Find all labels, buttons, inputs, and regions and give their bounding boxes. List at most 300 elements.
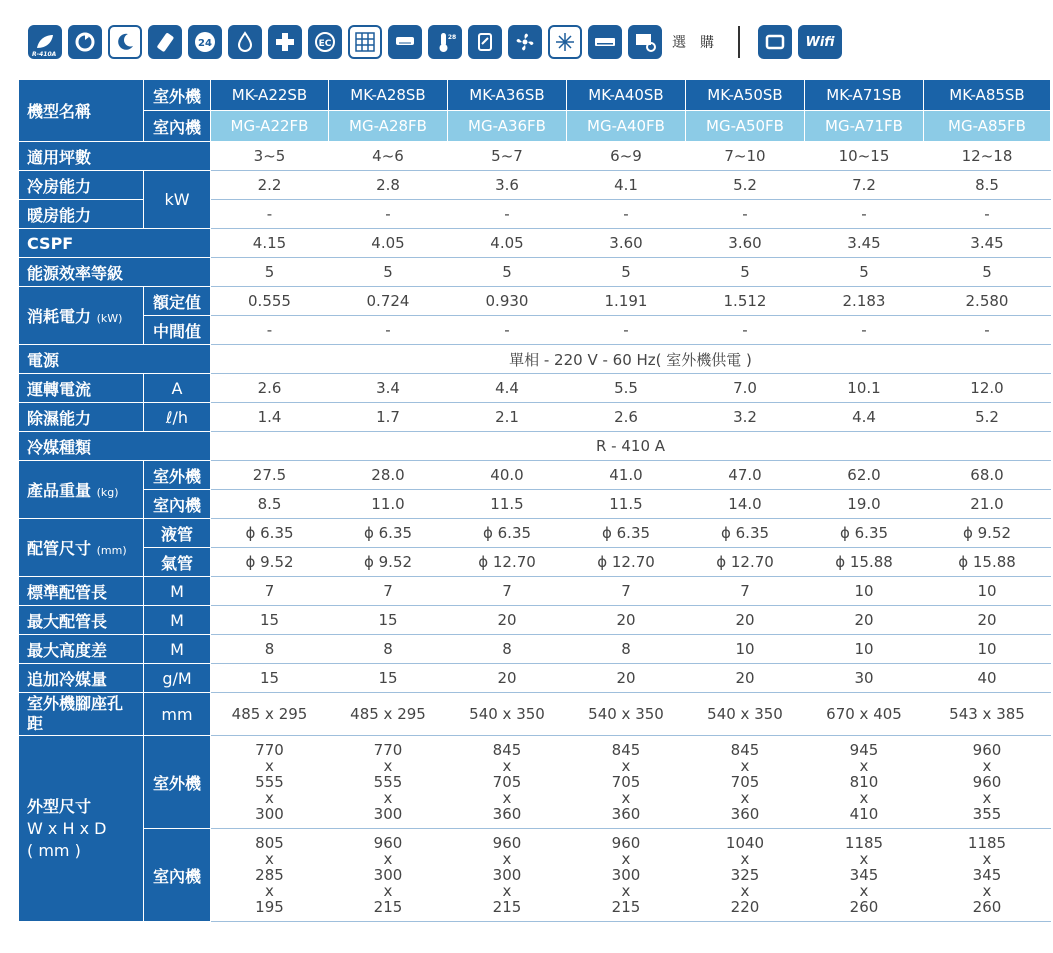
efficiency-value: 5 (805, 258, 924, 287)
weight-indoor-value: 11.5 (567, 490, 686, 519)
max-pipe-label: 最大配管長 (19, 606, 144, 635)
row-indoor-model (19, 111, 1051, 142)
indoor-model: MG-A40FB (567, 111, 686, 142)
dim-x: x (740, 850, 750, 868)
max-pipe-unit: M (144, 606, 211, 635)
row-outdoor-model (19, 80, 1051, 111)
outdoor-model: MK-A22SB (211, 80, 329, 111)
row-refrigerant (19, 432, 1051, 461)
row-weight-outdoor (19, 461, 1051, 490)
indoor-model: MG-A71FB (805, 111, 924, 142)
heating-value: - (329, 200, 448, 229)
rated-power-value: 0.724 (329, 287, 448, 316)
svg-text:EC: EC (318, 39, 332, 49)
max-pipe-value: 20 (805, 606, 924, 635)
row-pipe-liquid (19, 519, 1051, 548)
area-value: 10~15 (805, 142, 924, 171)
gas-pipe-label: 氣管 (144, 548, 211, 577)
dim-width: 960 (373, 834, 403, 852)
dim-height: 555 (255, 773, 284, 791)
dim-depth: 215 (492, 898, 522, 916)
svg-text:28: 28 (447, 34, 457, 41)
indoor-model: MG-A85FB (924, 111, 1051, 142)
heating-value: - (686, 200, 805, 229)
dim-x: x (859, 882, 869, 900)
dim-width: 960 (972, 741, 1002, 759)
dim-outdoor-cell (805, 736, 924, 829)
weight-outdoor-value: 68.0 (924, 461, 1051, 490)
dim-depth: 355 (972, 805, 1002, 823)
indoor-model: MG-A50FB (686, 111, 805, 142)
add-refrigerant-value: 20 (567, 664, 686, 693)
temperature-setting-icon (428, 25, 462, 59)
indoor-model: MG-A28FB (329, 111, 448, 142)
dim-width: 1185 (967, 834, 1007, 852)
wired-controller-icon (758, 25, 792, 59)
current-value: 7.0 (686, 374, 805, 403)
liquid-pipe-label: 液管 (144, 519, 211, 548)
std-pipe-value: 10 (924, 577, 1051, 606)
optional-purchase-label: 選購 (672, 35, 728, 51)
dim-width: 1185 (844, 834, 884, 852)
mid-power-value: - (211, 316, 329, 345)
cspf-value: 3.60 (567, 229, 686, 258)
weight-indoor-value: 14.0 (686, 490, 805, 519)
mount-value: 540 x 350 (448, 693, 567, 736)
gas-pipe-value: ϕ 12.70 (448, 548, 567, 577)
outdoor-model: MK-A85SB (924, 80, 1051, 111)
outdoor-label: 室外機 (144, 80, 211, 111)
outdoor-model: MK-A36SB (448, 80, 567, 111)
std-pipe-value: 7 (211, 577, 329, 606)
dim-x: x (740, 882, 750, 900)
dim-height: 705 (492, 773, 522, 791)
dimensions-label-line3: ( mm ) (27, 840, 81, 860)
cspf-value: 4.05 (448, 229, 567, 258)
filter-cross-icon (268, 25, 302, 59)
timer-24h-icon (188, 25, 222, 59)
dim-x: x (265, 850, 274, 868)
liquid-pipe-value: ϕ 6.35 (329, 519, 448, 548)
max-pipe-value: 20 (567, 606, 686, 635)
dehumid-value: 5.2 (924, 403, 1051, 432)
dehumid-unit: ℓ/h (144, 403, 211, 432)
indoor-model: MG-A22FB (211, 111, 329, 142)
cooling-value: 2.8 (329, 171, 448, 200)
current-unit: A (144, 374, 211, 403)
mid-power-value: - (448, 316, 567, 345)
refrigerant-value: R - 410 A (211, 432, 1051, 461)
dim-x: x (265, 882, 274, 900)
self-clean-icon (468, 25, 502, 59)
dim-width: 805 (255, 834, 284, 852)
weight-outdoor-value: 40.0 (448, 461, 567, 490)
current-value: 4.4 (448, 374, 567, 403)
mid-power-value: - (329, 316, 448, 345)
std-pipe-value: 7 (448, 577, 567, 606)
max-height-value: 8 (448, 635, 567, 664)
cspf-value: 3.60 (686, 229, 805, 258)
gas-pipe-value: ϕ 9.52 (329, 548, 448, 577)
mount-unit: mm (144, 693, 211, 736)
max-pipe-value: 15 (329, 606, 448, 635)
dim-depth: 360 (492, 805, 522, 823)
std-pipe-value: 10 (805, 577, 924, 606)
dim-indoor-cell (924, 829, 1051, 922)
divider (738, 26, 740, 58)
dim-height: 960 (972, 773, 1002, 791)
row-weight-indoor (19, 490, 1051, 519)
weight-indoor-value: 11.5 (448, 490, 567, 519)
row-cspf (19, 229, 1051, 258)
efficiency-label: 能源效率等級 (19, 258, 211, 287)
max-height-value: 10 (924, 635, 1051, 664)
dim-width: 845 (730, 741, 760, 759)
std-pipe-value: 7 (329, 577, 448, 606)
area-value: 6~9 (567, 142, 686, 171)
cspf-value: 3.45 (924, 229, 1051, 258)
row-add-refrigerant (19, 664, 1051, 693)
rated-power-value: 2.183 (805, 287, 924, 316)
area-value: 4~6 (329, 142, 448, 171)
dim-height: 300 (373, 866, 403, 884)
efficiency-value: 5 (686, 258, 805, 287)
row-current (19, 374, 1051, 403)
dim-x: x (740, 789, 750, 807)
remote-control-icon (148, 25, 182, 59)
efficiency-value: 5 (329, 258, 448, 287)
weight-outdoor-value: 27.5 (211, 461, 329, 490)
dim-outdoor-cell (211, 736, 329, 829)
area-label: 適用坪數 (19, 142, 211, 171)
dim-depth: 360 (730, 805, 760, 823)
liquid-pipe-value: ϕ 9.52 (924, 519, 1051, 548)
power-label (19, 287, 144, 345)
dim-indoor-cell (329, 829, 448, 922)
dim-depth: 260 (972, 898, 1002, 916)
dim-height: 285 (255, 866, 284, 884)
dim-indoor-cell (805, 829, 924, 922)
supply-value: 單相 - 220 V - 60 Hz( 室外機供電 ) (211, 345, 1051, 374)
row-dim-indoor (19, 829, 1051, 922)
mid-power-value: - (686, 316, 805, 345)
light-sparkle-icon (548, 25, 582, 59)
model-name-label: 機型名稱 (19, 80, 144, 142)
dimensions-label (19, 736, 144, 922)
dim-x: x (383, 850, 393, 868)
dim-x: x (859, 850, 869, 868)
dim-indoor-cell (686, 829, 805, 922)
rated-power-value: 2.580 (924, 287, 1051, 316)
dim-x: x (383, 757, 393, 775)
current-value: 2.6 (211, 374, 329, 403)
weight-label (19, 461, 144, 519)
max-pipe-value: 15 (211, 606, 329, 635)
current-value: 3.4 (329, 374, 448, 403)
mount-value: 540 x 350 (686, 693, 805, 736)
dim-depth: 215 (611, 898, 641, 916)
weight-indoor-value: 21.0 (924, 490, 1051, 519)
cspf-value: 4.05 (329, 229, 448, 258)
heating-value: - (448, 200, 567, 229)
weight-unit: (kg) (96, 486, 119, 499)
dim-height: 705 (730, 773, 760, 791)
dim-height: 345 (849, 866, 879, 884)
cooling-value: 5.2 (686, 171, 805, 200)
liquid-pipe-value: ϕ 6.35 (211, 519, 329, 548)
mount-label: 室外機腳座孔距 (19, 693, 144, 736)
row-efficiency (19, 258, 1051, 287)
dehumid-label: 除濕能力 (19, 403, 144, 432)
add-refrigerant-value: 30 (805, 664, 924, 693)
max-height-value: 10 (805, 635, 924, 664)
mid-label: 中間值 (144, 316, 211, 345)
dim-height: 300 (611, 866, 641, 884)
indoor-model: MG-A36FB (448, 111, 567, 142)
cspf-label: CSPF (19, 229, 211, 258)
pipe-label-text: 配管尺寸 (27, 539, 92, 558)
weight-indoor-value: 11.0 (329, 490, 448, 519)
efficiency-value: 5 (448, 258, 567, 287)
max-height-value: 10 (686, 635, 805, 664)
mid-power-value: - (805, 316, 924, 345)
heating-value: - (211, 200, 329, 229)
dim-x: x (502, 882, 512, 900)
dim-width: 960 (492, 834, 522, 852)
dim-x: x (621, 882, 631, 900)
cooling-value: 2.2 (211, 171, 329, 200)
smart-display-icon (628, 25, 662, 59)
dim-x: x (265, 757, 274, 775)
dim-x: x (982, 850, 992, 868)
max-height-unit: M (144, 635, 211, 664)
weight-outdoor-value: 28.0 (329, 461, 448, 490)
add-refrigerant-label: 追加冷媒量 (19, 664, 144, 693)
dim-x: x (982, 882, 992, 900)
dim-x: x (982, 789, 992, 807)
gas-pipe-value: ϕ 9.52 (211, 548, 329, 577)
dim-x: x (383, 789, 393, 807)
dim-depth: 360 (611, 805, 641, 823)
row-pipe-gas (19, 548, 1051, 577)
mount-value: 540 x 350 (567, 693, 686, 736)
outdoor-model: MK-A40SB (567, 80, 686, 111)
dim-depth: 260 (849, 898, 879, 916)
dim-width: 845 (611, 741, 641, 759)
row-dehumid (19, 403, 1051, 432)
dim-height: 810 (849, 773, 879, 791)
dim-width: 770 (373, 741, 403, 759)
rated-power-value: 0.930 (448, 287, 567, 316)
row-mount (19, 693, 1051, 736)
heating-label: 暖房能力 (19, 200, 144, 229)
max-height-value: 8 (567, 635, 686, 664)
row-std-pipe (19, 577, 1051, 606)
weight-indoor-value: 19.0 (805, 490, 924, 519)
weight-outdoor-value: 41.0 (567, 461, 686, 490)
cooling-value: 4.1 (567, 171, 686, 200)
efficiency-value: 5 (211, 258, 329, 287)
dim-height: 705 (611, 773, 641, 791)
row-cooling (19, 171, 1051, 200)
outdoor-model: MK-A71SB (805, 80, 924, 111)
gas-pipe-value: ϕ 15.88 (805, 548, 924, 577)
outdoor-model: MK-A28SB (329, 80, 448, 111)
dim-height: 555 (373, 773, 403, 791)
indoor-label: 室內機 (144, 111, 211, 142)
current-label: 運轉電流 (19, 374, 144, 403)
dim-x: x (502, 757, 512, 775)
max-pipe-value: 20 (448, 606, 567, 635)
dim-outdoor-cell (924, 736, 1051, 829)
dim-indoor-cell (211, 829, 329, 922)
add-refrigerant-value: 15 (211, 664, 329, 693)
dim-width: 1040 (725, 834, 765, 852)
cooling-value: 7.2 (805, 171, 924, 200)
dehumid-value: 1.7 (329, 403, 448, 432)
cycle-icon (68, 25, 102, 59)
dim-outdoor-cell (567, 736, 686, 829)
add-refrigerant-value: 40 (924, 664, 1051, 693)
dim-outdoor-cell (448, 736, 567, 829)
air-conditioner-unit-icon (388, 25, 422, 59)
dimensions-label-line1: 外型尺寸 (27, 796, 92, 816)
cspf-value: 3.45 (805, 229, 924, 258)
dim-x: x (383, 882, 393, 900)
row-power-mid (19, 316, 1051, 345)
weight-outdoor-label: 室外機 (144, 461, 211, 490)
dim-x: x (859, 757, 869, 775)
std-pipe-value: 7 (567, 577, 686, 606)
dim-depth: 410 (849, 805, 879, 823)
dim-width: 845 (492, 741, 522, 759)
dim-height: 300 (492, 866, 522, 884)
dim-depth: 215 (373, 898, 403, 916)
add-refrigerant-value: 20 (448, 664, 567, 693)
current-value: 10.1 (805, 374, 924, 403)
rated-power-value: 0.555 (211, 287, 329, 316)
pipe-label (19, 519, 144, 577)
row-dim-outdoor (19, 736, 1051, 829)
feature-icon-bar (28, 20, 848, 64)
dim-x: x (502, 789, 512, 807)
heating-value: - (805, 200, 924, 229)
std-pipe-label: 標準配管長 (19, 577, 144, 606)
liquid-pipe-value: ϕ 6.35 (686, 519, 805, 548)
dim-x: x (982, 757, 992, 775)
area-value: 3~5 (211, 142, 329, 171)
supply-label: 電源 (19, 345, 211, 374)
sleep-moon-icon (108, 25, 142, 59)
cooling-value: 3.6 (448, 171, 567, 200)
dim-indoor-label: 室內機 (144, 829, 211, 922)
indoor-unit-icon (588, 25, 622, 59)
add-refrigerant-unit: g/M (144, 664, 211, 693)
area-value: 7~10 (686, 142, 805, 171)
kw-unit: kW (144, 171, 211, 229)
weight-indoor-value: 8.5 (211, 490, 329, 519)
row-max-pipe (19, 606, 1051, 635)
heating-value: - (924, 200, 1051, 229)
dim-indoor-cell (448, 829, 567, 922)
max-height-label: 最大高度差 (19, 635, 144, 664)
gas-pipe-value: ϕ 12.70 (567, 548, 686, 577)
efficiency-value: 5 (924, 258, 1051, 287)
mount-value: 485 x 295 (329, 693, 448, 736)
mid-power-value: - (567, 316, 686, 345)
svg-text:24: 24 (198, 38, 212, 49)
cooling-value: 8.5 (924, 171, 1051, 200)
dehumid-value: 3.2 (686, 403, 805, 432)
dim-height: 345 (972, 866, 1002, 884)
dim-height: 325 (730, 866, 760, 884)
dim-indoor-cell (567, 829, 686, 922)
fan-icon (508, 25, 542, 59)
dim-depth: 300 (373, 805, 403, 823)
dim-width: 770 (255, 741, 284, 759)
dim-outdoor-cell (329, 736, 448, 829)
dimensions-label-line2: W x H x D (27, 818, 107, 838)
cspf-value: 4.15 (211, 229, 329, 258)
grid-filter-icon (348, 25, 382, 59)
cooling-label: 冷房能力 (19, 171, 144, 200)
max-pipe-value: 20 (686, 606, 805, 635)
row-supply (19, 345, 1051, 374)
weight-label-text: 產品重量 (27, 481, 92, 500)
dim-x: x (859, 789, 869, 807)
dim-outdoor-cell (686, 736, 805, 829)
dim-outdoor-label: 室外機 (144, 736, 211, 829)
area-value: 12~18 (924, 142, 1051, 171)
row-max-height (19, 635, 1051, 664)
dim-depth: 220 (730, 898, 760, 916)
std-pipe-unit: M (144, 577, 211, 606)
power-unit: (kW) (96, 312, 123, 325)
dim-width: 960 (611, 834, 641, 852)
dim-x: x (621, 789, 631, 807)
liquid-pipe-value: ϕ 6.35 (448, 519, 567, 548)
liquid-pipe-value: ϕ 6.35 (567, 519, 686, 548)
current-value: 12.0 (924, 374, 1051, 403)
power-label-text: 消耗電力 (27, 307, 92, 326)
dehumid-value: 4.4 (805, 403, 924, 432)
weight-outdoor-value: 47.0 (686, 461, 805, 490)
dim-x: x (265, 789, 274, 807)
dim-depth: 195 (255, 898, 284, 916)
gas-pipe-value: ϕ 15.88 (924, 548, 1051, 577)
area-value: 5~7 (448, 142, 567, 171)
max-height-value: 8 (211, 635, 329, 664)
row-area (19, 142, 1051, 171)
eco-icon (308, 25, 342, 59)
dehumidify-drop-icon (228, 25, 262, 59)
dim-width: 945 (849, 741, 879, 759)
dim-x: x (621, 757, 631, 775)
dehumid-value: 2.6 (567, 403, 686, 432)
dehumid-value: 1.4 (211, 403, 329, 432)
weight-indoor-label: 室內機 (144, 490, 211, 519)
weight-outdoor-value: 62.0 (805, 461, 924, 490)
rated-label: 額定值 (144, 287, 211, 316)
mid-power-value: - (924, 316, 1051, 345)
liquid-pipe-value: ϕ 6.35 (805, 519, 924, 548)
efficiency-value: 5 (567, 258, 686, 287)
max-pipe-value: 20 (924, 606, 1051, 635)
current-value: 5.5 (567, 374, 686, 403)
refrigerant-label: 冷媒種類 (19, 432, 211, 461)
mount-value: 670 x 405 (805, 693, 924, 736)
gas-pipe-value: ϕ 12.70 (686, 548, 805, 577)
